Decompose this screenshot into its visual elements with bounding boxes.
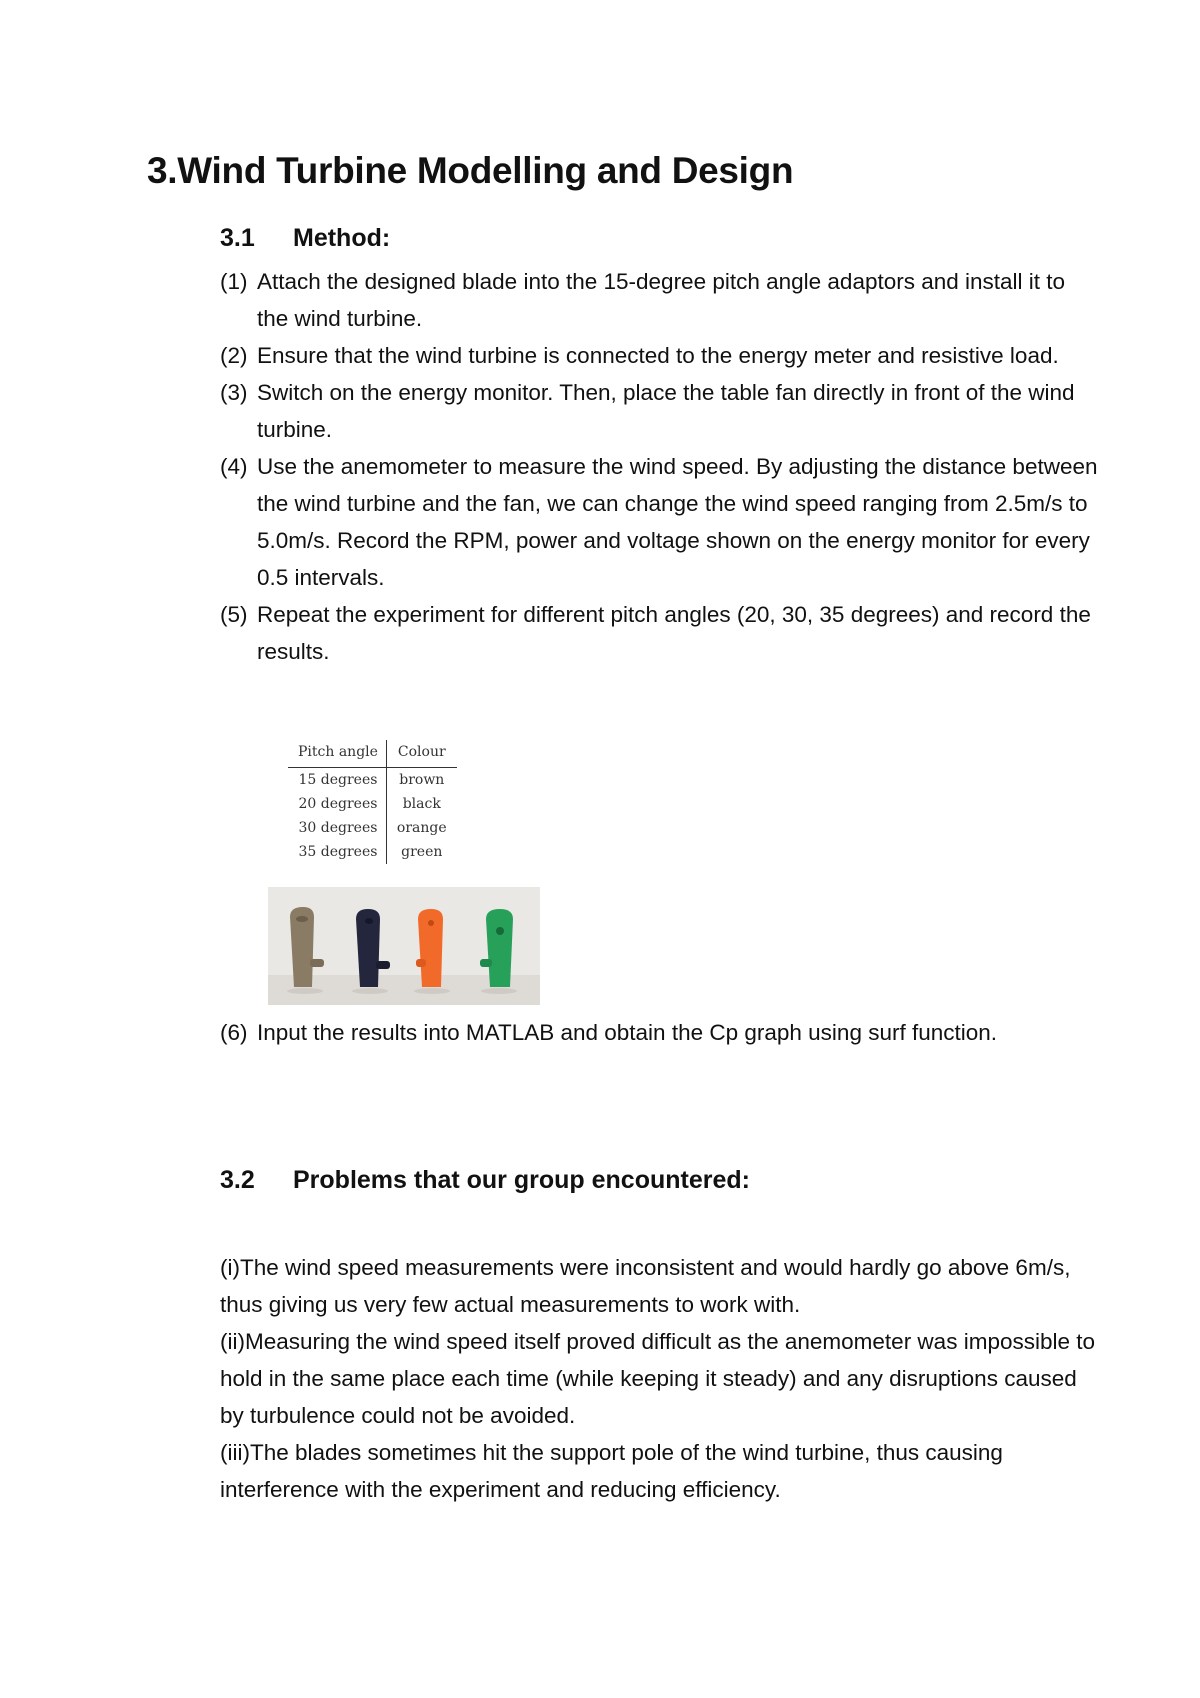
method-steps-continued xyxy=(220,1014,1100,1051)
method-steps xyxy=(220,263,1100,670)
method-step xyxy=(220,1014,1100,1051)
table-cell: 35 degrees xyxy=(288,840,386,864)
shadow xyxy=(414,988,450,994)
section-heading-problems xyxy=(220,1166,750,1195)
table-header-cell: Pitch angle xyxy=(288,740,386,768)
method-step xyxy=(220,596,1100,670)
step-text: Switch on the energy monitor. Then, place the table fan directly in front of the wind turbine. xyxy=(257,380,1075,442)
pitch-colour-table xyxy=(288,740,457,864)
problem-item: (ii)Measuring the wind speed itself proved difficult as the anemometer was impossible to hold in the same place each time (while keeping it steady) and any disruptions caused by turbulence could not be avoided. xyxy=(220,1329,1096,1428)
table-header-row xyxy=(288,740,457,768)
table-header-cell: Colour xyxy=(386,740,456,768)
problems-list xyxy=(220,1249,1100,1508)
step-marker: (1) xyxy=(220,269,248,294)
section-label: Method: xyxy=(293,224,391,252)
table-cell: 15 degrees xyxy=(288,768,386,793)
method-step xyxy=(220,448,1100,596)
problem-item: (i)The wind speed measurements were inconsistent and would hardly go above 6m/s, thus giving us very few actual measurements to work with. xyxy=(220,1255,1071,1317)
table-cell: green xyxy=(401,844,443,860)
method-step xyxy=(220,337,1100,374)
table-row xyxy=(288,792,457,816)
step-text: Ensure that the wind turbine is connected to the energy meter and resistive load. xyxy=(257,343,1059,368)
table-cell: orange xyxy=(396,820,447,836)
shadow xyxy=(287,988,323,994)
step-text: Use the anemometer to measure the wind speed. By adjusting the distance between the wind turbine and the fan, we can change the wind speed ranging from 2.5m/s to 5.0m/s. Record the RPM, power and voltage shown on the energy monitor for every 0.5 intervals. xyxy=(257,454,1098,590)
table-row xyxy=(288,768,457,793)
step-text: Input the results into MATLAB and obtain the Cp graph using surf function. xyxy=(257,1020,998,1045)
adaptor-photo xyxy=(268,887,540,1005)
section-heading-method xyxy=(220,224,390,253)
table-row xyxy=(288,816,457,840)
problem-item: (iii)The blades sometimes hit the support pole of the wind turbine, thus causing interference with the experiment and reducing efficiency. xyxy=(220,1440,1003,1502)
method-step xyxy=(220,374,1100,448)
section-number: 3.2 xyxy=(220,1166,255,1194)
table-cell: brown xyxy=(399,772,445,788)
table-cell: black xyxy=(402,796,441,812)
table-cell: 20 degrees xyxy=(288,792,386,816)
step-text: Repeat the experiment for different pitch angles (20, 30, 35 degrees) and record the results. xyxy=(257,602,1091,664)
section-number: 3.1 xyxy=(220,224,255,252)
step-text: Attach the designed blade into the 15-degree pitch angle adaptors and install it to the wind turbine. xyxy=(257,269,1066,331)
section-label: Problems that our group encountered: xyxy=(293,1166,750,1194)
shadow xyxy=(481,988,517,994)
step-marker: (3) xyxy=(220,380,248,405)
method-step xyxy=(220,263,1100,337)
step-marker: (5) xyxy=(220,602,248,627)
step-marker: (4) xyxy=(220,454,248,479)
step-marker: (6) xyxy=(220,1020,248,1045)
page-title: 3.Wind Turbine Modelling and Design xyxy=(147,150,794,191)
table-row xyxy=(288,840,457,864)
table-cell: 30 degrees xyxy=(288,816,386,840)
shadow xyxy=(352,988,388,994)
step-marker: (2) xyxy=(220,343,248,368)
